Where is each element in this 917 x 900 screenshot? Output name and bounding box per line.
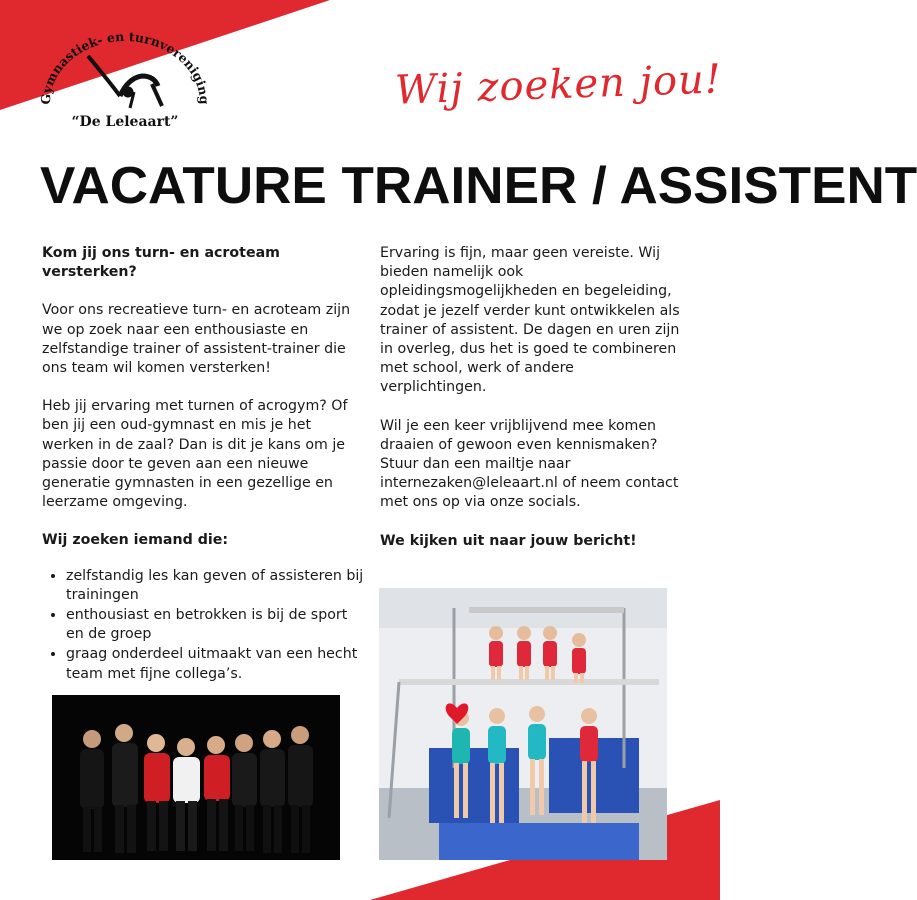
intro-heading: Kom jij ons turn- en acroteam versterken? xyxy=(42,245,280,281)
closing-line: We kijken uit naar jouw bericht! xyxy=(380,532,637,549)
tagline: Wij zoeken jou! xyxy=(394,56,723,114)
intro-paragraph: Voor ons recreatieve turn- en acroteam zijn we op zoek naar een enthousiaste en zelfstandige trainer of assistent-trainer die ons team wil komen versterken! xyxy=(42,302,351,377)
experience-paragraph: Heb jij ervaring met turnen of acrogym? Of ben jij een oud-gymnast en mis je het werken in de zaal? Dan is dit je kans om je passie door te geven aan een nieuwe generatie gymnasten in een gezellige en leerzame omgeving. xyxy=(42,398,348,511)
offer-paragraph: Ervaring is fijn, maar geen vereiste. Wij bieden namelijk ook opleidingsmogelijkheden en begeleiding, zodat je jezelf verder kunt ontwikkelen als trainer of assistent. De dagen en uren zijn in overleg, dus het is goed te combineren met school, werk of andere verplichtingen. xyxy=(380,245,680,396)
logo-club-name: “De Leleaart” xyxy=(71,114,179,130)
list-item: • zelfstandig les kan geven of assisteren bij trainingen xyxy=(66,567,367,605)
list-heading: Wij zoeken iemand die: xyxy=(42,532,229,549)
contact-paragraph: Wil je een keer vrijblijvend mee komen draaien of gewoon even kennismaken? Stuur dan een mailtje naar internezaken@leleaart.nl of neem contact met ons op via onze socials. xyxy=(380,417,679,511)
right-column xyxy=(380,244,680,570)
list-item: • enthousiast en betrokken is bij de sport en de groep xyxy=(66,606,367,644)
left-column xyxy=(42,244,367,685)
page-title: VACATURE TRAINER / ASSISTENT xyxy=(40,157,917,215)
gymnasts-photo xyxy=(379,588,667,860)
gymnast-icon xyxy=(88,56,162,108)
team-photo xyxy=(52,695,340,860)
requirements-list xyxy=(42,567,367,684)
list-item: • graag onderdeel uitmaakt van een hecht team met fijne collega’s. xyxy=(66,645,367,683)
logo-arc-text: Gymnastiek- en turnvereniging xyxy=(37,28,213,105)
club-logo xyxy=(30,18,220,138)
